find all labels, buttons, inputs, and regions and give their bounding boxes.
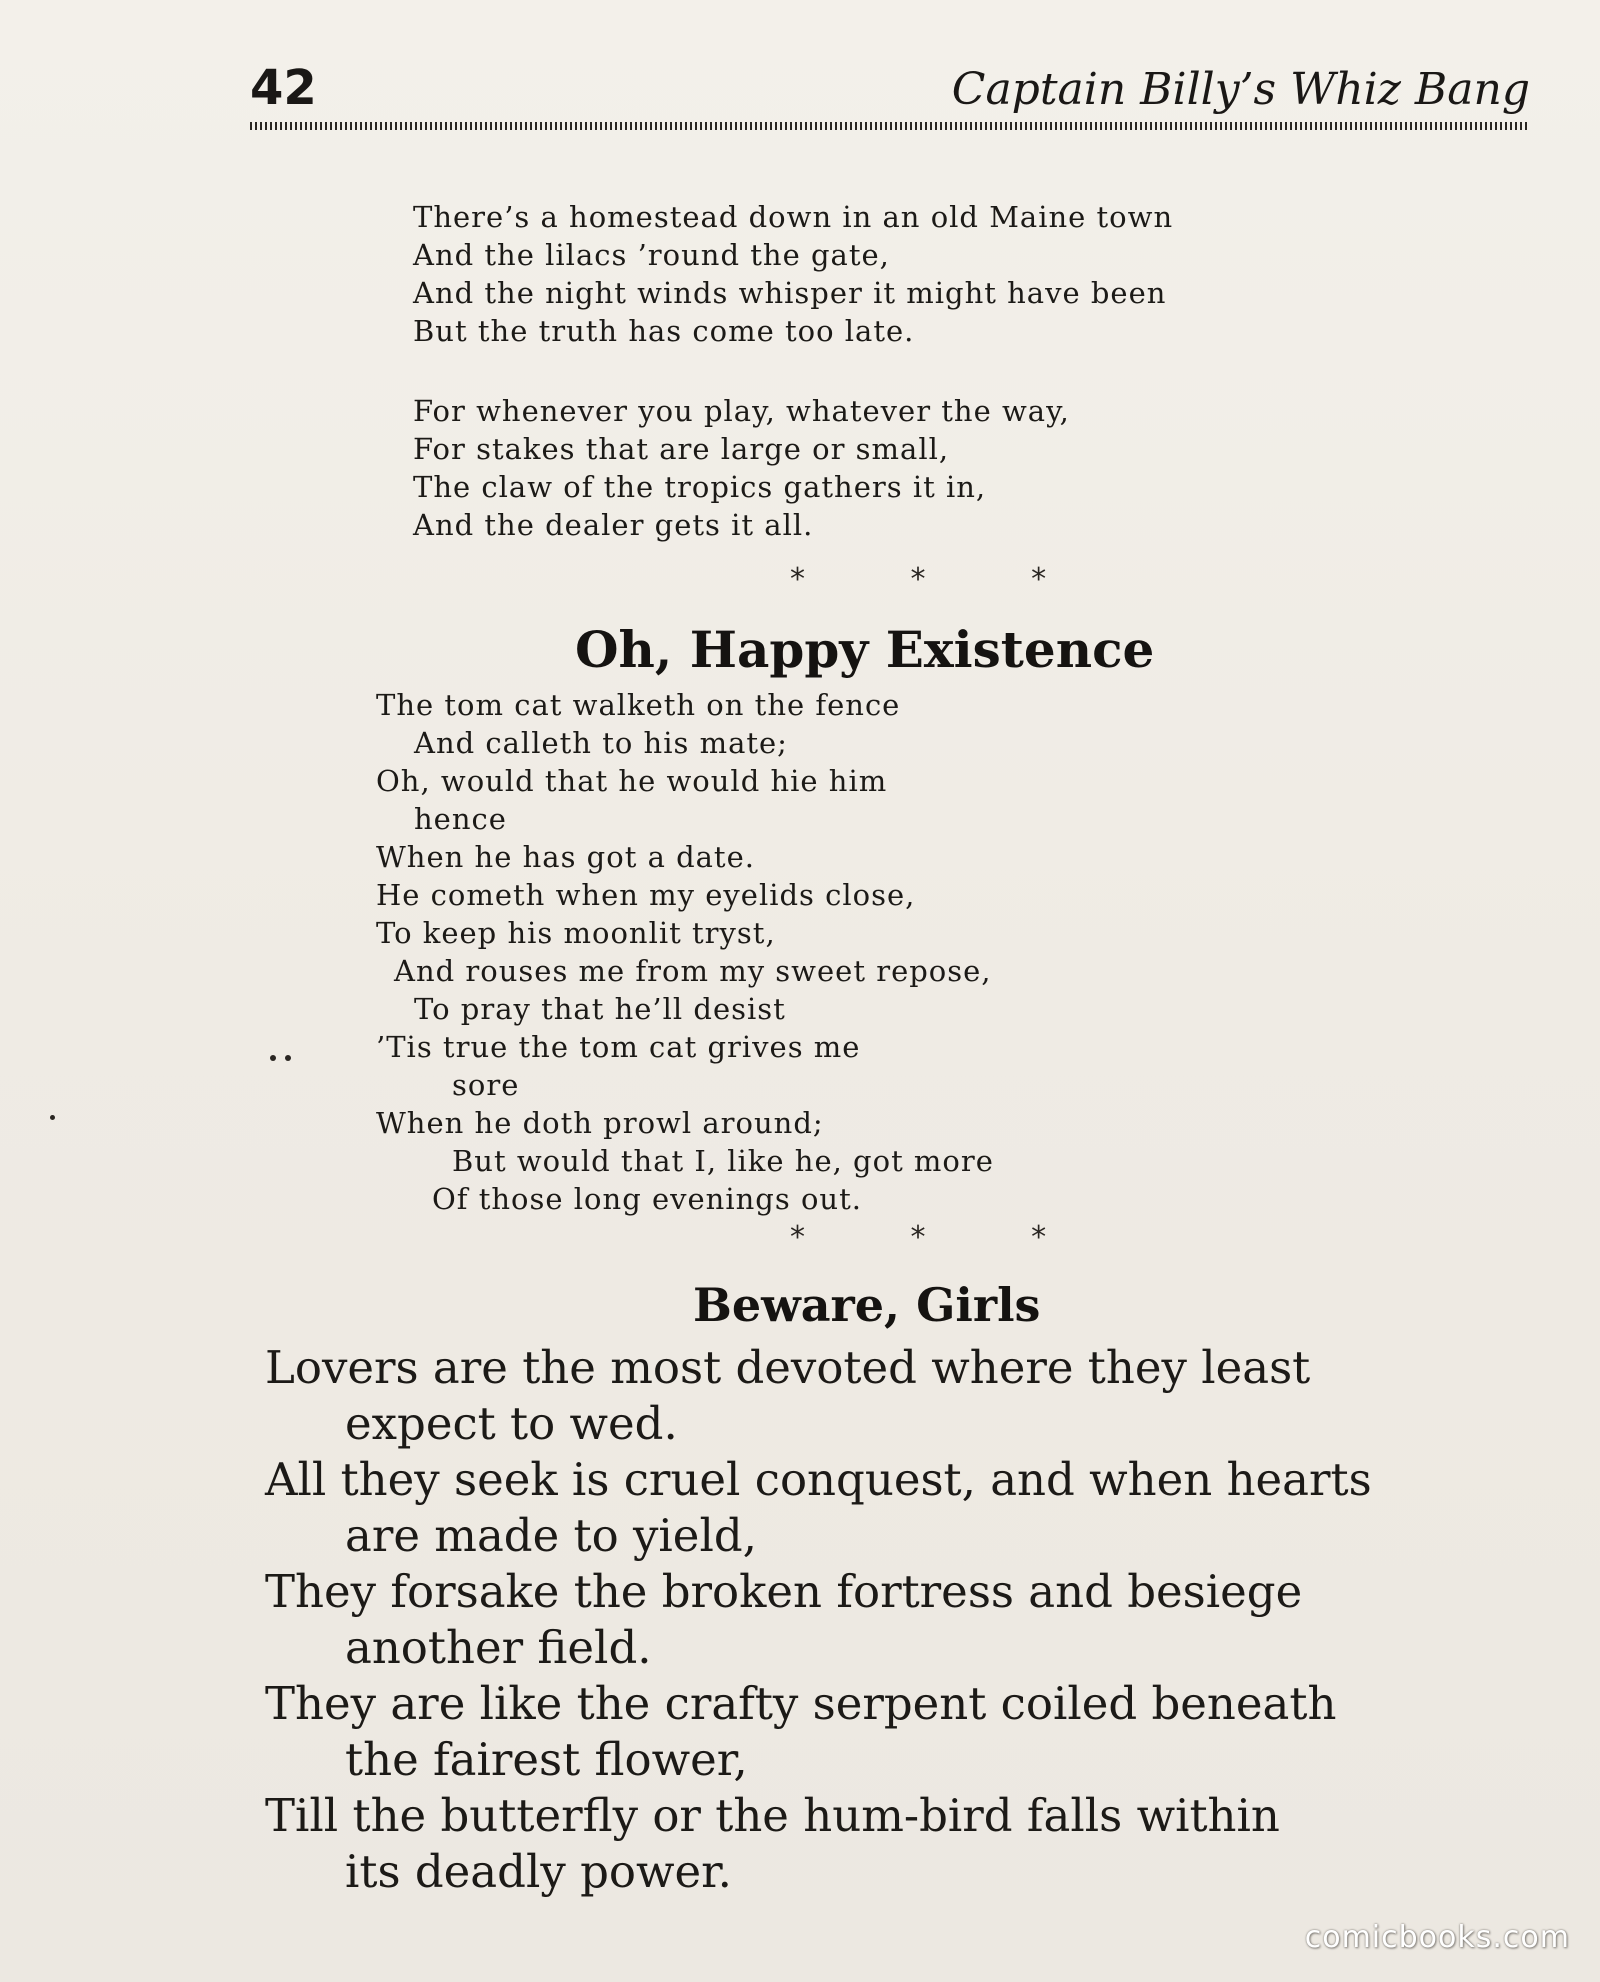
- poem-line: expect to wed.: [345, 1397, 678, 1450]
- watermark: comicbooks.com: [1304, 1920, 1570, 1955]
- poem-line: And the night winds whisper it might have been: [413, 276, 1167, 310]
- poem-line: And the dealer gets it all.: [413, 508, 814, 542]
- poem-line: The tom cat walketh on the fence: [376, 688, 901, 722]
- poem-line: And calleth to his mate;: [414, 726, 788, 760]
- poem-line: All they seek is cruel conquest, and when hearts: [265, 1453, 1372, 1506]
- ink-speck: [50, 1115, 55, 1120]
- poem-line: But would that I, like he, got more: [452, 1144, 994, 1178]
- poem-line: hence: [414, 802, 507, 836]
- header-rule: [250, 122, 1530, 130]
- page-header: [250, 60, 1530, 130]
- poem-line: But the truth has come too late.: [413, 314, 915, 348]
- poem-line: Lovers are the most devoted where they least: [265, 1341, 1311, 1394]
- poem-line: ’Tis true the tom cat grives me: [376, 1030, 861, 1064]
- poem-line: Oh, would that he would hie him: [376, 764, 888, 798]
- poem-line: are made to yield,: [345, 1509, 757, 1562]
- poem-line: another field.: [345, 1621, 652, 1674]
- poem-line: And the lilacs ’round the gate,: [413, 238, 890, 272]
- poem-title-beware-girls: Beware, Girls: [693, 1278, 1041, 1332]
- running-title: Captain Billy’s Whiz Bang: [951, 64, 1530, 115]
- poem-line: To pray that he’ll desist: [414, 992, 786, 1026]
- poem-line: Of those long evenings out.: [432, 1182, 862, 1216]
- ink-speck: [285, 1055, 291, 1061]
- poem-line: When he doth prowl around;: [376, 1106, 824, 1140]
- poem-beware-girls: [265, 1340, 1545, 1900]
- poem-happy-existence: [376, 686, 994, 1218]
- poem-line: They are like the crafty serpent coiled beneath: [265, 1677, 1337, 1730]
- section-divider: * * *: [790, 562, 1095, 597]
- poem-line: To keep his moonlit tryst,: [376, 916, 776, 950]
- poem-line: The claw of the tropics gathers it in,: [413, 470, 987, 504]
- poem-line: sore: [452, 1068, 520, 1102]
- poem-title-happy-existence: Oh, Happy Existence: [575, 620, 1155, 679]
- poem-line: For whenever you play, whatever the way,: [413, 394, 1070, 428]
- poem-line: He cometh when my eyelids close,: [376, 878, 916, 912]
- ink-speck: [270, 1055, 276, 1061]
- poem-line: There’s a homestead down in an old Maine town: [413, 200, 1174, 234]
- section-divider: * * *: [790, 1220, 1095, 1255]
- poem-line: And rouses me from my sweet repose,: [394, 954, 992, 988]
- poem-stanza-1: [413, 198, 1173, 350]
- poem-line: its deadly power.: [345, 1845, 732, 1898]
- page-number: 42: [250, 60, 317, 116]
- poem-line: When he has got a date.: [376, 840, 755, 874]
- poem-line: Till the butterfly or the hum-bird falls within: [265, 1789, 1280, 1842]
- poem-stanza-2: [413, 392, 1070, 544]
- poem-line: They forsake the broken fortress and besiege: [265, 1565, 1303, 1618]
- poem-line: For stakes that are large or small,: [413, 432, 950, 466]
- poem-line: the fairest flower,: [345, 1733, 748, 1786]
